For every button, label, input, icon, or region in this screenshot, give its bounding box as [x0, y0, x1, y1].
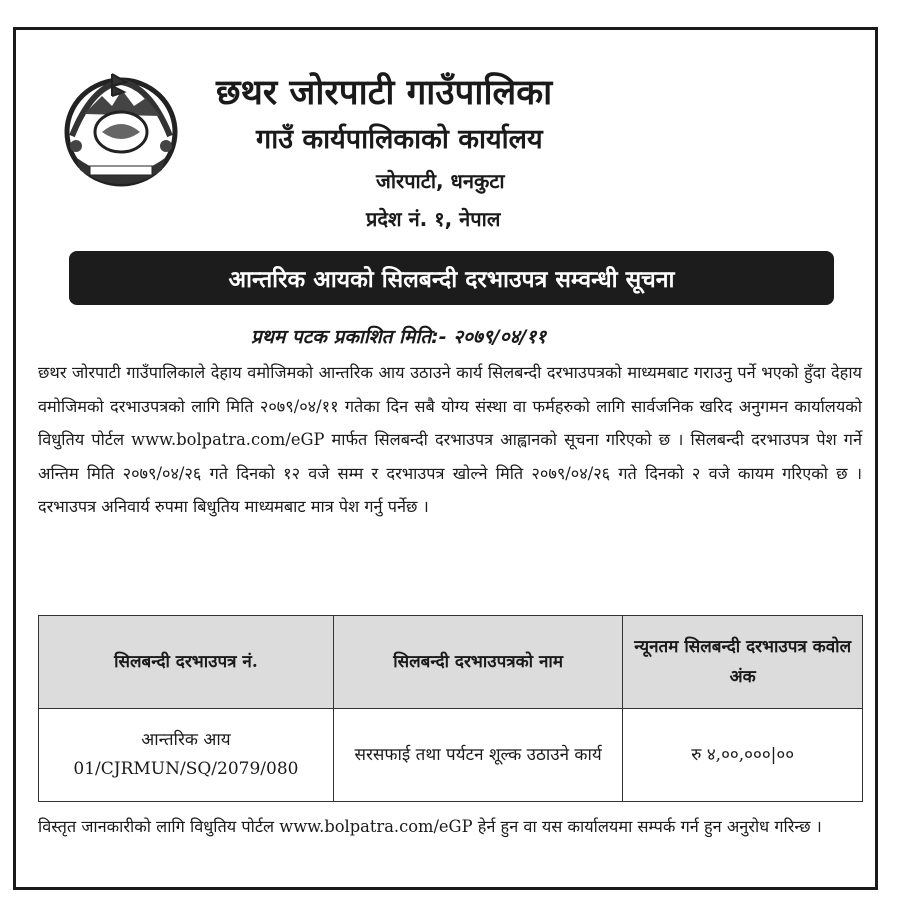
nepal-government-emblem-icon: [62, 66, 180, 192]
notice-frame: [13, 27, 878, 890]
tender-category: आन्तरिक आय: [141, 730, 231, 750]
publish-date: प्रथम पटक प्रकाशित मिति:- २०७९/०४/११: [251, 326, 547, 348]
address-line-2: प्रदेश नं. १, नेपाल: [366, 207, 501, 231]
cell-tender-number: [39, 709, 334, 802]
office-title: छथर जोरपाटी गाउँपालिका: [216, 73, 553, 113]
tender-table: [38, 615, 863, 802]
tender-code: 01/CJRMUN/SQ/2079/080: [73, 759, 299, 779]
office-subtitle: गाउँ कार्यपालिकाको कार्यालय: [256, 124, 543, 155]
notice-heading: आन्तरिक आयको सिलबन्दी दरभाउपत्र सम्वन्धी सूचना: [228, 267, 675, 293]
cell-min-bid-amount: रु ४,००,०००|००: [623, 709, 863, 802]
header-tender-name: सिलबन्दी दरभाउपत्रको नाम: [333, 616, 623, 709]
cell-tender-name: सरसफाई तथा पर्यटन शूल्क उठाउने कार्य: [333, 709, 623, 802]
table-header-row: [39, 616, 863, 709]
notice-heading-banner: [69, 251, 834, 305]
address-line-1: जोरपाटी, धनकुटा: [376, 169, 505, 193]
notice-footer: विस्तृत जानकारीको लागि विधुतिय पोर्टल www.bolpatra.com/eGP हेर्न हुन वा यस कार्यालयमा सम्पर्क गर्न हुन अनुरोध गरिन्छ ।: [38, 817, 822, 836]
header-tender-number: सिलबन्दी दरभाउपत्र नं.: [39, 616, 334, 709]
table-row: [39, 709, 863, 802]
header-min-bid-amount: न्यूनतम सिलबन्दी दरभाउपत्र कवोल अंक: [623, 616, 863, 709]
notice-body: छथर जोरपाटी गाउँपालिकाले देहाय वमोजिमको आन्तरिक आय उठाउने कार्य सिलबन्दी दरभाउपत्रको माध्यमबाट गराउनु पर्ने भएको हुँदा देहाय वमोजिमको दरभाउपत्रको लागि मिति २०७९/०४/११ गतेका दिन सबै योग्य संस्था वा फर्महरुको लागि सार्वजनिक खरिद अनुगमन कार्यालयको विधुतिय पोर्टल www.bolpatra.com/eGP मार्फत सिलबन्दी दरभाउपत्र आह्वानको सूचना गरिएको छ । सिलबन्दी दरभाउपत्र पेश गर्ने अन्तिम मिति २०७९/०४/२६ गते दिनको १२ वजे सम्म र दरभाउपत्र खोल्ने मिति २०७९/०४/२६ गते दिनको २ वजे कायम गरिएको छ । दरभाउपत्र अनिवार्य रुपमा बिधुतिय माध्यमबाट मात्र पेश गर्नु पर्नेछ ।: [38, 363, 862, 517]
